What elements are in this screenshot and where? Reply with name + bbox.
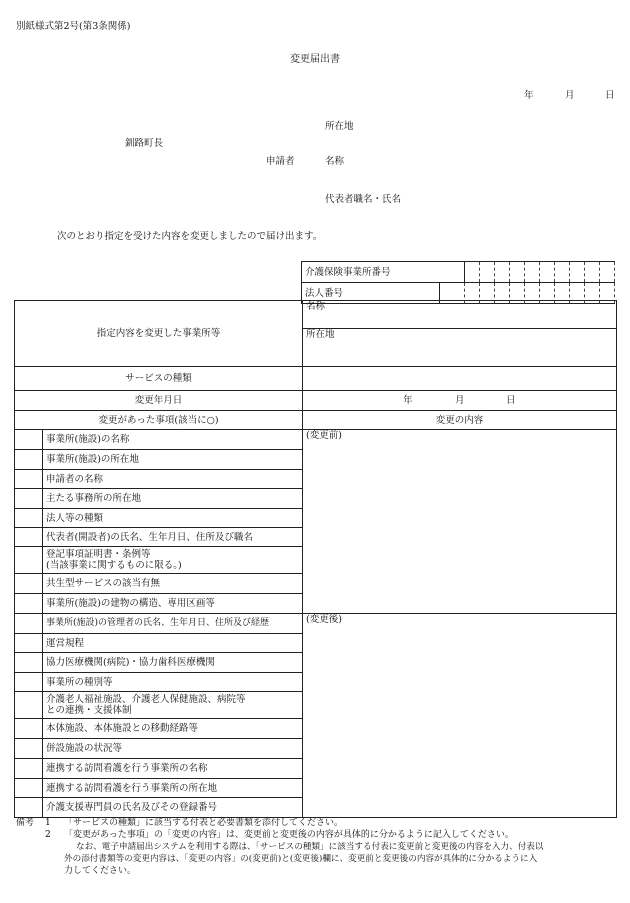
number-table <box>301 261 615 304</box>
date-year-label: 年 <box>524 90 534 101</box>
item-label-line2: (当該事業に関するものに限る。) <box>46 560 182 571</box>
representative-label: 代表者職名・氏名 <box>325 194 402 205</box>
addressee: 釧路町長 <box>125 138 164 149</box>
item-check-cell[interactable] <box>15 450 43 470</box>
applicant-address-label: 所在地 <box>325 121 354 132</box>
note-text: 「変更があった事項」の「変更の内容」は、変更前と変更後の内容が具体的に分かるように記入してください。 <box>64 830 514 840</box>
item-check-cell[interactable] <box>15 634 43 653</box>
item-label: 事業所(施設)の所在地 <box>43 450 303 470</box>
care-number-digit[interactable] <box>569 262 584 283</box>
date-month-label: 月 <box>565 90 575 101</box>
change-date-day: 日 <box>506 395 516 406</box>
item-label: 介護支援専門員の氏名及びその登録番号 <box>43 798 303 818</box>
item-check-cell[interactable] <box>15 594 43 614</box>
care-number-digit[interactable] <box>464 262 479 283</box>
item-label <box>43 692 303 719</box>
before-label: (変更前) <box>306 430 342 441</box>
notes-label: 備考 <box>16 818 35 828</box>
after-content-field[interactable] <box>303 614 617 818</box>
item-check-cell[interactable] <box>15 759 43 779</box>
item-label: 事業所(施設)の管理者の氏名、生年月日、住所及び経歴 <box>43 614 303 634</box>
item-label: 本体施設、本体施設との移動経路等 <box>43 719 303 739</box>
item-check-cell[interactable] <box>15 739 43 759</box>
office-label: 指定内容を変更した事業所等 <box>15 301 303 367</box>
care-number-digit[interactable] <box>584 262 599 283</box>
office-address-field[interactable] <box>303 329 617 367</box>
change-date-field[interactable] <box>303 391 617 411</box>
change-date-year: 年 <box>403 395 413 406</box>
date-day-label: 日 <box>605 90 615 101</box>
care-number-digit[interactable] <box>554 262 569 283</box>
item-check-cell[interactable] <box>15 614 43 634</box>
item-label: 事業所(施設)の建物の構造、専用区画等 <box>43 594 303 614</box>
after-label: (変更後) <box>306 614 342 625</box>
service-type-label: サービスの種類 <box>15 367 303 391</box>
applicant-label: 申請者 <box>266 156 295 167</box>
item-label-line1: 介護老人福祉施設、介護老人保健施設、病院等 <box>46 694 246 705</box>
item-check-cell[interactable] <box>15 673 43 692</box>
item-label: 連携する訪問看護を行う事業所の所在地 <box>43 779 303 798</box>
note-text: 「サービスの種類」に該当する付表と必要書類を添付してください。 <box>64 818 344 828</box>
item-label: 主たる事務所の所在地 <box>43 489 303 509</box>
note-number: 2 <box>45 830 51 840</box>
item-label: 運営規程 <box>43 634 303 653</box>
item-label-line1: 登記事項証明書・条例等 <box>46 549 151 560</box>
items-header: 変更があった事項(該当に○) <box>15 411 303 430</box>
care-number-label: 介護保険事業所番号 <box>302 262 465 283</box>
item-label: 法人等の種類 <box>43 509 303 528</box>
item-label <box>43 547 303 574</box>
item-label: 連携する訪問看護を行う事業所の名称 <box>43 759 303 779</box>
care-number-digit[interactable] <box>599 262 614 283</box>
item-check-cell[interactable] <box>15 489 43 509</box>
item-check-cell[interactable] <box>15 692 43 719</box>
item-check-cell[interactable] <box>15 528 43 547</box>
office-address-label: 所在地 <box>306 329 335 340</box>
item-label: 事業所の種別等 <box>43 673 303 692</box>
care-number-digit[interactable] <box>494 262 509 283</box>
note-number: 1 <box>45 818 51 828</box>
service-type-field[interactable] <box>303 367 617 391</box>
change-date-month: 月 <box>455 395 465 406</box>
content-header: 変更の内容 <box>303 411 617 430</box>
item-label: 共生型サービスの該当有無 <box>43 574 303 594</box>
item-check-cell[interactable] <box>15 719 43 739</box>
note-text: 力してください。 <box>64 866 137 876</box>
intro-text: 次のとおり指定を受けた内容を変更しましたので届け出ます。 <box>57 231 323 242</box>
form-id: 別紙様式第2号(第3条関係) <box>16 21 131 32</box>
item-label: 申請者の名称 <box>43 470 303 489</box>
item-check-cell[interactable] <box>15 574 43 594</box>
office-name-field[interactable] <box>303 301 617 329</box>
item-check-cell[interactable] <box>15 798 43 818</box>
care-number-digit[interactable] <box>539 262 554 283</box>
note-text: 外の添付書類等の変更内容は、「変更の内容」の(変更前)と(変更後)欄に、変更前と変更後の内容が具体的に分かるように入 <box>64 854 538 864</box>
corporate-number-label: 法人番号 <box>302 283 440 304</box>
item-check-cell[interactable] <box>15 430 43 450</box>
main-table <box>14 300 617 818</box>
item-check-cell[interactable] <box>15 653 43 673</box>
care-number-digit[interactable] <box>524 262 539 283</box>
item-label: 併設施設の状況等 <box>43 739 303 759</box>
before-content-field[interactable] <box>303 430 617 614</box>
item-check-cell[interactable] <box>15 509 43 528</box>
item-check-cell[interactable] <box>15 779 43 798</box>
item-check-cell[interactable] <box>15 470 43 489</box>
applicant-name-label: 名称 <box>325 156 345 167</box>
item-label: 代表者(開設者)の氏名、生年月日、住所及び職名 <box>43 528 303 547</box>
item-label: 協力医療機関(病院)・協力歯科医療機関 <box>43 653 303 673</box>
care-number-digit[interactable] <box>479 262 494 283</box>
office-name-label: 名称 <box>306 301 326 312</box>
item-label-line2: との連携・支援体制 <box>46 705 132 716</box>
item-label: 事業所(施設)の名称 <box>43 430 303 450</box>
care-number-digit[interactable] <box>509 262 524 283</box>
item-check-cell[interactable] <box>15 547 43 574</box>
page-title: 変更届出書 <box>290 54 340 65</box>
change-date-label: 変更年月日 <box>15 391 303 411</box>
note-text: なお、電子申請届出システムを利用する際は、「サービスの種類」に該当する付表に変更前と変更後の内容を入力、付表以 <box>76 842 544 852</box>
